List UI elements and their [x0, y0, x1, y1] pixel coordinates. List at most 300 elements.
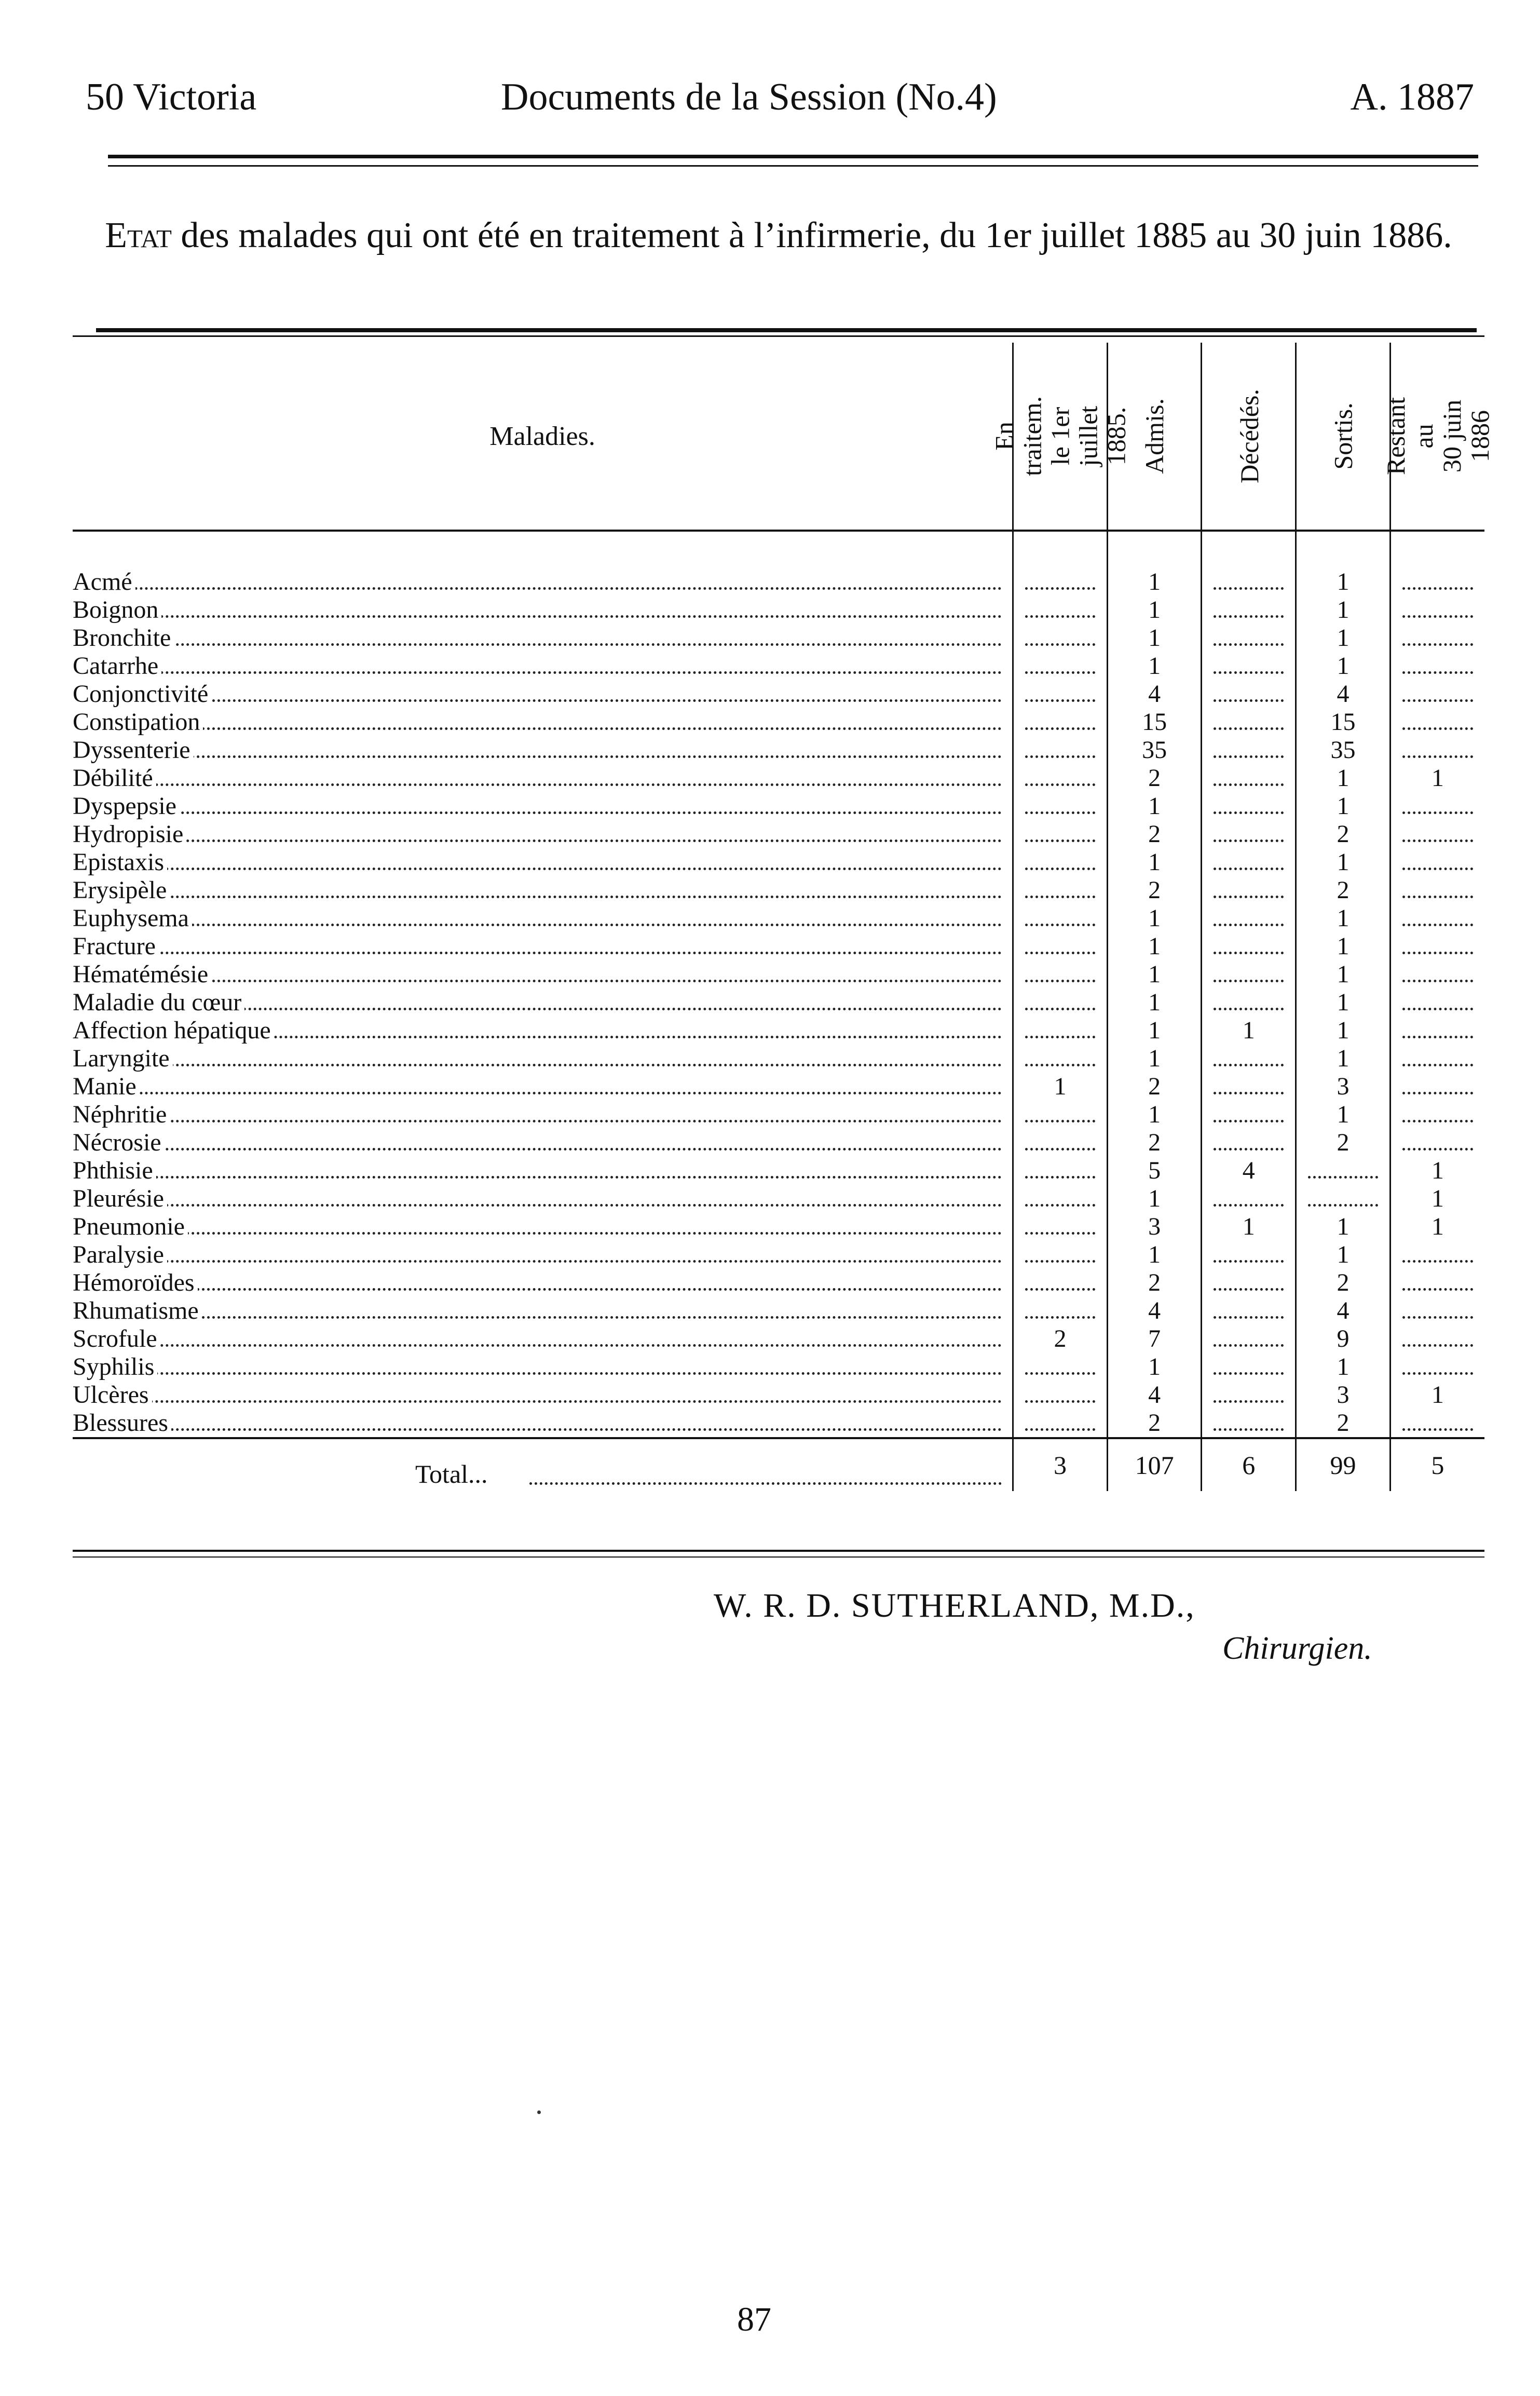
count-cell-discharged	[1296, 820, 1391, 848]
count-cell-in-treatment	[1013, 1297, 1108, 1325]
count-value: 1	[1337, 989, 1350, 1016]
signature-name: W. R. D. SUTHERLAND, M.D.,	[714, 1587, 1195, 1625]
empty-dot-leader	[1402, 952, 1473, 954]
count-value: 4	[1148, 680, 1161, 708]
disease-cell	[73, 1325, 1013, 1353]
empty-dot-leader	[1025, 924, 1095, 926]
disease-cell	[73, 989, 1013, 1017]
empty-dot-leader	[1402, 924, 1473, 926]
count-cell-remaining	[1390, 1129, 1484, 1157]
empty-dot-leader	[1025, 671, 1095, 674]
empty-dot-leader	[1214, 924, 1284, 926]
count-cell-admitted	[1107, 792, 1202, 820]
count-cell-admitted	[1107, 652, 1202, 680]
empty-dot-leader	[1025, 1316, 1095, 1319]
count-cell-remaining	[1390, 1213, 1484, 1241]
dot-leader	[73, 1344, 1002, 1347]
count-cell-discharged	[1296, 1073, 1391, 1101]
empty-dot-leader	[1402, 1316, 1473, 1319]
empty-dot-leader	[1308, 1204, 1378, 1207]
disease-name: Acmé	[73, 568, 135, 595]
print-speck	[537, 2110, 541, 2114]
count-cell-deceased	[1202, 1297, 1296, 1325]
count-cell-remaining	[1390, 792, 1484, 820]
count-cell-in-treatment	[1013, 792, 1108, 820]
count-cell-in-treatment	[1013, 1325, 1108, 1353]
count-cell-admitted	[1107, 989, 1202, 1017]
empty-dot-leader	[1214, 1344, 1284, 1347]
count-cell-discharged	[1296, 1213, 1391, 1241]
total-remaining: 5	[1390, 1438, 1484, 1491]
empty-dot-leader	[1402, 1036, 1473, 1038]
count-cell-remaining	[1390, 1157, 1484, 1185]
count-value: 4	[1337, 680, 1350, 708]
dot-leader	[73, 811, 1002, 814]
dot-leader	[73, 952, 1002, 954]
dot-leader	[73, 727, 1002, 730]
dot-leader	[73, 868, 1002, 870]
count-value: 1	[1337, 568, 1350, 595]
table-row	[73, 820, 1484, 848]
table-row	[73, 1325, 1484, 1353]
count-cell-deceased	[1202, 932, 1296, 960]
table-row	[73, 624, 1484, 652]
disease-cell	[73, 820, 1013, 848]
count-value: 3	[1337, 1381, 1350, 1409]
table-bottom-rule	[73, 1550, 1484, 1552]
table-row	[73, 1045, 1484, 1073]
count-value: 1	[1148, 1185, 1161, 1212]
count-value: 1	[1148, 568, 1161, 595]
empty-dot-leader	[1214, 1064, 1284, 1066]
dot-leader	[73, 896, 1002, 898]
count-cell-in-treatment	[1013, 904, 1108, 932]
table-row	[73, 792, 1484, 820]
count-value: 35	[1142, 736, 1167, 764]
count-cell-discharged	[1296, 531, 1391, 596]
count-cell-deceased	[1202, 708, 1296, 736]
count-cell-remaining	[1390, 1073, 1484, 1101]
count-cell-admitted	[1107, 1381, 1202, 1409]
count-value: 1	[1431, 764, 1444, 792]
table-row	[73, 1213, 1484, 1241]
empty-dot-leader	[1402, 727, 1473, 730]
empty-dot-leader	[1402, 1148, 1473, 1150]
count-value: 15	[1142, 708, 1167, 736]
empty-dot-leader	[1214, 699, 1284, 702]
empty-dot-leader	[1214, 755, 1284, 758]
header-session: 50 Victoria	[86, 76, 257, 118]
dot-leader	[73, 1428, 1002, 1431]
dot-leader	[73, 1204, 1002, 1207]
disease-name: Débilité	[73, 764, 156, 792]
count-cell-discharged	[1296, 848, 1391, 876]
count-cell-deceased	[1202, 848, 1296, 876]
disease-cell	[73, 736, 1013, 764]
header-rule-thin	[108, 165, 1478, 167]
count-cell-remaining	[1390, 989, 1484, 1017]
table-row	[73, 680, 1484, 708]
count-value: 2	[1337, 820, 1350, 848]
empty-dot-leader	[1025, 868, 1095, 870]
count-cell-deceased	[1202, 1073, 1296, 1101]
dot-leader	[73, 671, 1002, 674]
count-cell-discharged	[1296, 1325, 1391, 1353]
count-cell-discharged	[1296, 1409, 1391, 1438]
empty-dot-leader	[1214, 1316, 1284, 1319]
empty-dot-leader	[1025, 896, 1095, 898]
empty-dot-leader	[1025, 587, 1095, 590]
count-cell-discharged	[1296, 989, 1391, 1017]
disease-cell	[73, 1185, 1013, 1213]
count-cell-discharged	[1296, 680, 1391, 708]
table-row	[73, 652, 1484, 680]
disease-name: Scrofule	[73, 1325, 160, 1352]
signature-role: Chirurgien.	[1222, 1631, 1372, 1666]
disease-name: Rhumatisme	[73, 1297, 202, 1324]
disease-name: Affection hépatique	[73, 1017, 274, 1044]
count-cell-deceased	[1202, 1269, 1296, 1297]
count-value: 1	[1148, 652, 1161, 680]
empty-dot-leader	[1025, 1260, 1095, 1263]
table-row	[73, 1157, 1484, 1185]
count-cell-deceased	[1202, 820, 1296, 848]
disease-cell	[73, 531, 1013, 596]
disease-cell	[73, 904, 1013, 932]
count-cell-admitted	[1107, 1045, 1202, 1073]
empty-dot-leader	[1025, 1372, 1095, 1375]
count-cell-in-treatment	[1013, 764, 1108, 792]
count-value: 1	[1337, 848, 1350, 876]
count-cell-deceased	[1202, 680, 1296, 708]
table-row	[73, 1269, 1484, 1297]
count-cell-admitted	[1107, 820, 1202, 848]
disease-name: Syphilis	[73, 1353, 157, 1380]
empty-dot-leader	[1402, 980, 1473, 982]
count-value: 2	[1148, 1269, 1161, 1296]
dot-leader	[73, 643, 1002, 646]
count-cell-discharged	[1296, 1017, 1391, 1045]
count-value: 2	[1148, 1409, 1161, 1437]
count-cell-in-treatment	[1013, 1241, 1108, 1269]
count-value: 1	[1148, 1017, 1161, 1044]
count-value: 2	[1148, 876, 1161, 904]
count-cell-remaining	[1390, 932, 1484, 960]
disease-cell	[73, 1269, 1013, 1297]
count-cell-in-treatment	[1013, 531, 1108, 596]
total-in-treatment: 3	[1013, 1438, 1108, 1491]
empty-dot-leader	[1025, 1008, 1095, 1010]
empty-dot-leader	[1214, 1092, 1284, 1094]
empty-dot-leader	[1025, 699, 1095, 702]
count-cell-discharged	[1296, 1045, 1391, 1073]
disease-name: Hématémésie	[73, 960, 211, 988]
empty-dot-leader	[1402, 1064, 1473, 1066]
empty-dot-leader	[1025, 840, 1095, 842]
empty-dot-leader	[1025, 980, 1095, 982]
empty-dot-leader	[1402, 671, 1473, 674]
count-value: 3	[1148, 1213, 1161, 1240]
count-cell-in-treatment	[1013, 1157, 1108, 1185]
count-cell-admitted	[1107, 848, 1202, 876]
count-cell-in-treatment	[1013, 680, 1108, 708]
count-cell-remaining	[1390, 1045, 1484, 1073]
empty-dot-leader	[1214, 1400, 1284, 1403]
count-value: 2	[1148, 764, 1161, 792]
count-cell-remaining	[1390, 876, 1484, 904]
empty-dot-leader	[1214, 1260, 1284, 1263]
count-value: 2	[1337, 1129, 1350, 1156]
count-value: 1	[1337, 764, 1350, 792]
count-value: 4	[1242, 1157, 1255, 1184]
count-value: 1	[1337, 1045, 1350, 1072]
table-row	[73, 960, 1484, 989]
count-value: 4	[1148, 1381, 1161, 1409]
count-cell-deceased	[1202, 764, 1296, 792]
disease-name: Hémoroïdes	[73, 1269, 198, 1296]
count-value: 1	[1148, 989, 1161, 1016]
count-cell-deceased	[1202, 1241, 1296, 1269]
count-cell-in-treatment	[1013, 708, 1108, 736]
count-value: 1	[1337, 624, 1350, 652]
disease-cell	[73, 848, 1013, 876]
empty-dot-leader	[1214, 952, 1284, 954]
empty-dot-leader	[1402, 1288, 1473, 1291]
count-value: 1	[1148, 932, 1161, 960]
count-cell-admitted	[1107, 1241, 1202, 1269]
table-top-rule-thick	[96, 328, 1477, 332]
count-cell-discharged	[1296, 596, 1391, 624]
count-cell-deceased	[1202, 1157, 1296, 1185]
page-number: 87	[737, 2300, 771, 2338]
count-cell-discharged	[1296, 1129, 1391, 1157]
count-cell-in-treatment	[1013, 876, 1108, 904]
dot-leader	[73, 1148, 1002, 1150]
count-cell-remaining	[1390, 1297, 1484, 1325]
table-body	[73, 531, 1484, 1491]
count-cell-remaining	[1390, 708, 1484, 736]
count-cell-deceased	[1202, 1017, 1296, 1045]
column-header-remaining	[1381, 343, 1494, 531]
count-value: 1	[1337, 904, 1350, 932]
count-cell-remaining	[1390, 904, 1484, 932]
dot-leader	[73, 1288, 1002, 1291]
count-cell-remaining	[1390, 1185, 1484, 1213]
count-cell-discharged	[1296, 652, 1391, 680]
count-value: 1	[1337, 932, 1350, 960]
column-header-in-treatment	[989, 343, 1131, 531]
patients-table	[73, 343, 1494, 1491]
count-cell-admitted	[1107, 764, 1202, 792]
disease-name: Boignon	[73, 596, 161, 624]
count-cell-discharged	[1296, 764, 1391, 792]
count-value: 1	[1242, 1017, 1255, 1044]
empty-dot-leader	[1025, 952, 1095, 954]
count-value: 1	[1337, 1017, 1350, 1044]
dot-leader	[73, 1120, 1002, 1122]
empty-dot-leader	[1214, 840, 1284, 842]
count-cell-remaining	[1390, 820, 1484, 848]
header-year: A. 1887	[1350, 76, 1474, 118]
total-admitted: 107	[1107, 1438, 1202, 1491]
count-cell-admitted	[1107, 876, 1202, 904]
disease-name: Néphritie	[73, 1101, 170, 1128]
count-cell-admitted	[1107, 1017, 1202, 1045]
empty-dot-leader	[1025, 1400, 1095, 1403]
empty-dot-leader	[1308, 1176, 1378, 1179]
disease-cell	[73, 1045, 1013, 1073]
disease-cell	[73, 792, 1013, 820]
count-value: 1	[1242, 1213, 1255, 1240]
disease-cell	[73, 960, 1013, 989]
count-cell-discharged	[1296, 792, 1391, 820]
count-cell-deceased	[1202, 904, 1296, 932]
count-cell-in-treatment	[1013, 820, 1108, 848]
disease-cell	[73, 680, 1013, 708]
count-cell-discharged	[1296, 1241, 1391, 1269]
dot-leader	[73, 1176, 1002, 1179]
disease-name: Fracture	[73, 932, 159, 960]
header-document-title: Documents de la Session (No.4)	[501, 76, 997, 118]
empty-dot-leader	[1402, 1092, 1473, 1094]
count-value: 1	[1054, 1073, 1067, 1100]
empty-dot-leader	[1402, 699, 1473, 702]
count-cell-in-treatment	[1013, 1269, 1108, 1297]
count-value: 2	[1054, 1325, 1067, 1352]
column-header-admitted-text: Admis.	[1140, 398, 1169, 474]
count-cell-admitted	[1107, 1157, 1202, 1185]
empty-dot-leader	[1402, 896, 1473, 898]
count-value: 2	[1337, 876, 1350, 904]
count-cell-in-treatment	[1013, 1073, 1108, 1101]
count-cell-discharged	[1296, 960, 1391, 989]
column-header-maladies: Maladies.	[73, 343, 1013, 531]
count-cell-remaining	[1390, 1409, 1484, 1438]
count-cell-deceased	[1202, 1325, 1296, 1353]
count-cell-admitted	[1107, 1073, 1202, 1101]
count-cell-remaining	[1390, 1353, 1484, 1381]
table-top-rule-thin	[73, 335, 1484, 337]
disease-name: Nécrosie	[73, 1129, 165, 1156]
empty-dot-leader	[1214, 1288, 1284, 1291]
disease-cell	[73, 1073, 1013, 1101]
disease-name: Euphysema	[73, 904, 192, 932]
count-value: 1	[1431, 1185, 1444, 1212]
disease-name: Epistaxis	[73, 848, 167, 876]
count-cell-discharged	[1296, 932, 1391, 960]
disease-cell	[73, 652, 1013, 680]
page-header	[86, 78, 1474, 135]
count-cell-deceased	[1202, 1101, 1296, 1129]
count-cell-admitted	[1107, 1297, 1202, 1325]
count-cell-admitted	[1107, 1185, 1202, 1213]
count-value: 2	[1148, 1129, 1161, 1156]
disease-cell	[73, 1213, 1013, 1241]
disease-cell	[73, 1409, 1013, 1438]
count-cell-discharged	[1296, 1185, 1391, 1213]
count-cell-deceased	[1202, 1409, 1296, 1438]
count-value: 4	[1148, 1297, 1161, 1324]
count-value: 1	[1337, 1101, 1350, 1128]
table-row	[73, 1353, 1484, 1381]
count-cell-deceased	[1202, 596, 1296, 624]
disease-name: Maladie du cœur	[73, 989, 244, 1016]
count-value: 35	[1330, 736, 1356, 764]
total-label-cell	[73, 1438, 1013, 1491]
disease-name: Hydropisie	[73, 820, 186, 848]
count-cell-admitted	[1107, 624, 1202, 652]
column-header-remaining-text: Restant au 30 juin 1886	[1381, 397, 1494, 475]
count-cell-admitted	[1107, 596, 1202, 624]
table-row	[73, 708, 1484, 736]
count-value: 1	[1148, 848, 1161, 876]
column-header-deceased	[1202, 343, 1296, 531]
count-cell-admitted	[1107, 1213, 1202, 1241]
count-cell-discharged	[1296, 1157, 1391, 1185]
empty-dot-leader	[1025, 1120, 1095, 1122]
count-value: 1	[1148, 1353, 1161, 1380]
count-cell-remaining	[1390, 1017, 1484, 1045]
count-cell-deceased	[1202, 1045, 1296, 1073]
count-cell-admitted	[1107, 932, 1202, 960]
header-rule-thick	[108, 155, 1478, 158]
count-value: 1	[1337, 1213, 1350, 1240]
table-row	[73, 531, 1484, 596]
count-cell-admitted	[1107, 1353, 1202, 1381]
count-cell-in-treatment	[1013, 989, 1108, 1017]
count-cell-discharged	[1296, 1381, 1391, 1409]
disease-cell	[73, 596, 1013, 624]
dot-leader	[73, 840, 1002, 842]
disease-cell	[73, 1101, 1013, 1129]
count-cell-admitted	[1107, 960, 1202, 989]
count-cell-admitted	[1107, 531, 1202, 596]
dot-leader	[73, 980, 1002, 982]
column-header-discharged-text: Sortis.	[1328, 402, 1358, 470]
count-value: 2	[1337, 1409, 1350, 1437]
count-cell-in-treatment	[1013, 624, 1108, 652]
disease-name: Paralysie	[73, 1241, 167, 1268]
count-cell-in-treatment	[1013, 1017, 1108, 1045]
disease-cell	[73, 1129, 1013, 1157]
count-cell-discharged	[1296, 708, 1391, 736]
empty-dot-leader	[1402, 1344, 1473, 1347]
dot-leader	[73, 1400, 1002, 1403]
dot-leader	[529, 1482, 1002, 1485]
count-cell-discharged	[1296, 736, 1391, 764]
count-value: 1	[1148, 1045, 1161, 1072]
count-cell-in-treatment	[1013, 960, 1108, 989]
table-row	[73, 1017, 1484, 1045]
count-value: 1	[1148, 596, 1161, 624]
empty-dot-leader	[1214, 671, 1284, 674]
count-cell-remaining	[1390, 1269, 1484, 1297]
count-value: 7	[1148, 1325, 1161, 1352]
count-cell-in-treatment	[1013, 652, 1108, 680]
empty-dot-leader	[1025, 1288, 1095, 1291]
count-value: 5	[1148, 1157, 1161, 1184]
empty-dot-leader	[1214, 1008, 1284, 1010]
count-cell-discharged	[1296, 624, 1391, 652]
count-cell-deceased	[1202, 531, 1296, 596]
count-value: 9	[1337, 1325, 1350, 1352]
count-cell-discharged	[1296, 1297, 1391, 1325]
dot-leader	[73, 699, 1002, 702]
total-discharged: 99	[1296, 1438, 1391, 1491]
empty-dot-leader	[1025, 755, 1095, 758]
disease-name: Phthisie	[73, 1157, 156, 1184]
empty-dot-leader	[1025, 783, 1095, 786]
